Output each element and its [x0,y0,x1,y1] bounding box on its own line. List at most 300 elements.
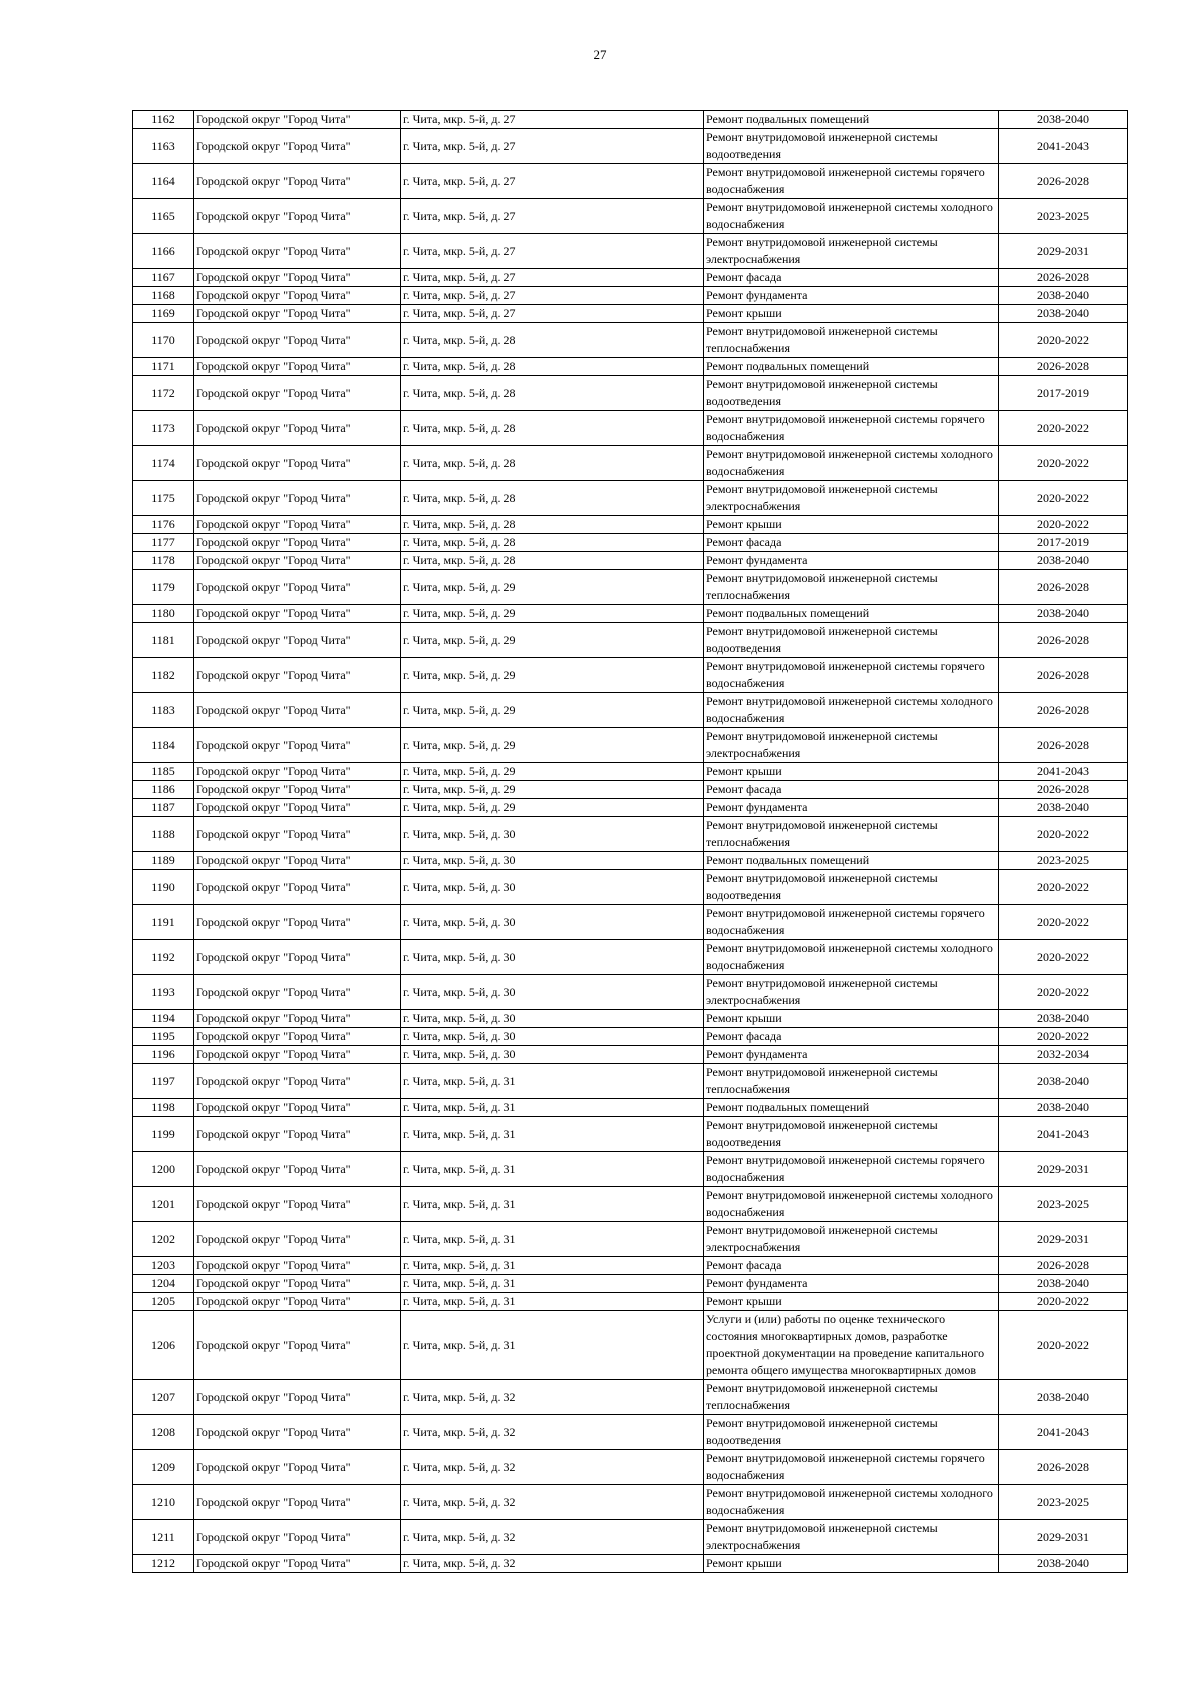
row-number-cell: 1198 [133,1099,194,1117]
municipality-cell: Городской округ "Город Чита" [194,763,401,781]
period-cell: 2041-2043 [999,129,1128,164]
row-number-cell: 1185 [133,763,194,781]
row-number-cell: 1210 [133,1485,194,1520]
row-number-cell: 1191 [133,905,194,940]
period-cell: 2038-2040 [999,552,1128,570]
work-type-cell: Ремонт внутридомовой инженерной системы горячего водоснабжения [704,905,999,940]
municipality-cell: Городской округ "Город Чита" [194,1257,401,1275]
municipality-cell: Городской округ "Город Чита" [194,111,401,129]
period-cell: 2041-2043 [999,1117,1128,1152]
work-type-cell: Ремонт фундамента [704,287,999,305]
work-type-cell: Ремонт крыши [704,305,999,323]
municipality-cell: Городской округ "Город Чита" [194,1450,401,1485]
period-cell: 2020-2022 [999,975,1128,1010]
work-type-cell: Ремонт внутридомовой инженерной системы горячего водоснабжения [704,164,999,199]
municipality-cell: Городской округ "Город Чита" [194,199,401,234]
municipality-cell: Городской округ "Город Чита" [194,728,401,763]
row-number-cell: 1164 [133,164,194,199]
table-row [133,1520,1128,1555]
address-cell: г. Чита, мкр. 5-й, д. 27 [401,111,704,129]
municipality-cell: Городской округ "Город Чита" [194,1187,401,1222]
table-row [133,1380,1128,1415]
address-cell: г. Чита, мкр. 5-й, д. 29 [401,658,704,693]
period-cell: 2026-2028 [999,570,1128,605]
period-cell: 2038-2040 [999,1099,1128,1117]
table-row [133,1293,1128,1311]
table-row [133,1257,1128,1275]
table-row [133,164,1128,199]
period-cell: 2041-2043 [999,1415,1128,1450]
period-cell: 2020-2022 [999,323,1128,358]
row-number-cell: 1206 [133,1311,194,1380]
table-row [133,799,1128,817]
table-row [133,852,1128,870]
row-number-cell: 1186 [133,781,194,799]
municipality-cell: Городской округ "Город Чита" [194,305,401,323]
row-number-cell: 1188 [133,817,194,852]
address-cell: г. Чита, мкр. 5-й, д. 29 [401,570,704,605]
address-cell: г. Чита, мкр. 5-й, д. 31 [401,1293,704,1311]
page-number: 27 [593,47,607,62]
municipality-cell: Городской округ "Город Чита" [194,1010,401,1028]
address-cell: г. Чита, мкр. 5-й, д. 31 [401,1311,704,1380]
work-type-cell: Ремонт внутридомовой инженерной системы теплоснабжения [704,570,999,605]
work-type-cell: Ремонт крыши [704,1293,999,1311]
row-number-cell: 1175 [133,481,194,516]
address-cell: г. Чита, мкр. 5-й, д. 29 [401,728,704,763]
address-cell: г. Чита, мкр. 5-й, д. 31 [401,1275,704,1293]
municipality-cell: Городской округ "Город Чита" [194,1028,401,1046]
work-type-cell: Ремонт фундамента [704,552,999,570]
address-cell: г. Чита, мкр. 5-й, д. 30 [401,940,704,975]
work-type-cell: Ремонт крыши [704,763,999,781]
row-number-cell: 1181 [133,623,194,658]
municipality-cell: Городской округ "Город Чита" [194,940,401,975]
work-type-cell: Ремонт внутридомовой инженерной системы горячего водоснабжения [704,1152,999,1187]
work-type-cell: Ремонт внутридомовой инженерной системы холодного водоснабжения [704,693,999,728]
row-number-cell: 1199 [133,1117,194,1152]
table-row [133,446,1128,481]
period-cell: 2026-2028 [999,658,1128,693]
work-type-cell: Ремонт внутридомовой инженерной системы электроснабжения [704,481,999,516]
period-cell: 2029-2031 [999,1520,1128,1555]
table-row [133,940,1128,975]
address-cell: г. Чита, мкр. 5-й, д. 28 [401,376,704,411]
address-cell: г. Чита, мкр. 5-й, д. 30 [401,817,704,852]
work-type-cell: Ремонт фасада [704,269,999,287]
row-number-cell: 1209 [133,1450,194,1485]
work-type-cell: Ремонт фасада [704,1028,999,1046]
municipality-cell: Городской округ "Город Чита" [194,1485,401,1520]
period-cell: 2038-2040 [999,799,1128,817]
work-type-cell: Ремонт фасада [704,534,999,552]
work-type-cell: Ремонт внутридомовой инженерной системы холодного водоснабжения [704,940,999,975]
table-row [133,269,1128,287]
municipality-cell: Городской округ "Город Чита" [194,1046,401,1064]
repair-schedule-table [132,110,1128,1573]
address-cell: г. Чита, мкр. 5-й, д. 29 [401,693,704,728]
address-cell: г. Чита, мкр. 5-й, д. 30 [401,1046,704,1064]
municipality-cell: Городской округ "Город Чита" [194,570,401,605]
work-type-cell: Ремонт подвальных помещений [704,1099,999,1117]
address-cell: г. Чита, мкр. 5-й, д. 28 [401,481,704,516]
address-cell: г. Чита, мкр. 5-й, д. 30 [401,1028,704,1046]
address-cell: г. Чита, мкр. 5-й, д. 28 [401,358,704,376]
period-cell: 2020-2022 [999,516,1128,534]
row-number-cell: 1194 [133,1010,194,1028]
address-cell: г. Чита, мкр. 5-й, д. 28 [401,534,704,552]
table-row [133,411,1128,446]
table-row [133,199,1128,234]
address-cell: г. Чита, мкр. 5-й, д. 27 [401,287,704,305]
period-cell: 2023-2025 [999,1187,1128,1222]
address-cell: г. Чита, мкр. 5-й, д. 29 [401,605,704,623]
table-row [133,534,1128,552]
table-row [133,693,1128,728]
table-row [133,605,1128,623]
row-number-cell: 1173 [133,411,194,446]
period-cell: 2020-2022 [999,817,1128,852]
work-type-cell: Ремонт внутридомовой инженерной системы электроснабжения [704,1520,999,1555]
table-row [133,376,1128,411]
work-type-cell: Ремонт подвальных помещений [704,358,999,376]
row-number-cell: 1174 [133,446,194,481]
work-type-cell: Ремонт внутридомовой инженерной системы электроснабжения [704,975,999,1010]
period-cell: 2038-2040 [999,1010,1128,1028]
period-cell: 2026-2028 [999,781,1128,799]
table-row [133,1311,1128,1380]
municipality-cell: Городской округ "Город Чита" [194,852,401,870]
municipality-cell: Городской округ "Город Чита" [194,234,401,269]
period-cell: 2026-2028 [999,693,1128,728]
period-cell: 2017-2019 [999,376,1128,411]
municipality-cell: Городской округ "Город Чита" [194,481,401,516]
period-cell: 2038-2040 [999,1275,1128,1293]
municipality-cell: Городской округ "Город Чита" [194,323,401,358]
work-type-cell: Ремонт фундамента [704,1046,999,1064]
work-type-cell: Ремонт внутридомовой инженерной системы теплоснабжения [704,817,999,852]
municipality-cell: Городской округ "Город Чита" [194,1555,401,1573]
table-row [133,1046,1128,1064]
period-cell: 2038-2040 [999,1380,1128,1415]
row-number-cell: 1177 [133,534,194,552]
table-row [133,323,1128,358]
municipality-cell: Городской округ "Город Чита" [194,1099,401,1117]
address-cell: г. Чита, мкр. 5-й, д. 28 [401,446,704,481]
period-cell: 2023-2025 [999,852,1128,870]
row-number-cell: 1170 [133,323,194,358]
address-cell: г. Чита, мкр. 5-й, д. 31 [401,1222,704,1257]
table-row [133,516,1128,534]
address-cell: г. Чита, мкр. 5-й, д. 28 [401,516,704,534]
row-number-cell: 1197 [133,1064,194,1099]
municipality-cell: Городской округ "Город Чита" [194,623,401,658]
work-type-cell: Ремонт внутридомовой инженерной системы горячего водоснабжения [704,658,999,693]
municipality-cell: Городской округ "Город Чита" [194,605,401,623]
table-body [133,111,1128,1573]
table-row [133,1222,1128,1257]
row-number-cell: 1165 [133,199,194,234]
address-cell: г. Чита, мкр. 5-й, д. 29 [401,781,704,799]
table-row [133,1450,1128,1485]
municipality-cell: Городской округ "Город Чита" [194,411,401,446]
address-cell: г. Чита, мкр. 5-й, д. 27 [401,164,704,199]
period-cell: 2020-2022 [999,905,1128,940]
period-cell: 2038-2040 [999,111,1128,129]
period-cell: 2023-2025 [999,199,1128,234]
work-type-cell: Ремонт крыши [704,1010,999,1028]
address-cell: г. Чита, мкр. 5-й, д. 28 [401,411,704,446]
period-cell: 2038-2040 [999,287,1128,305]
address-cell: г. Чита, мкр. 5-й, д. 32 [401,1450,704,1485]
municipality-cell: Городской округ "Город Чита" [194,1293,401,1311]
work-type-cell: Ремонт подвальных помещений [704,605,999,623]
address-cell: г. Чита, мкр. 5-й, д. 29 [401,623,704,658]
municipality-cell: Городской округ "Город Чита" [194,269,401,287]
period-cell: 2026-2028 [999,358,1128,376]
table-row [133,111,1128,129]
address-cell: г. Чита, мкр. 5-й, д. 27 [401,305,704,323]
row-number-cell: 1205 [133,1293,194,1311]
table-row [133,905,1128,940]
work-type-cell: Ремонт внутридомовой инженерной системы горячего водоснабжения [704,411,999,446]
period-cell: 2029-2031 [999,234,1128,269]
row-number-cell: 1183 [133,693,194,728]
table-row [133,552,1128,570]
address-cell: г. Чита, мкр. 5-й, д. 31 [401,1152,704,1187]
period-cell: 2026-2028 [999,1450,1128,1485]
address-cell: г. Чита, мкр. 5-й, д. 29 [401,799,704,817]
municipality-cell: Городской округ "Город Чита" [194,1275,401,1293]
table-row [133,658,1128,693]
work-type-cell: Ремонт фундамента [704,799,999,817]
table-row [133,481,1128,516]
row-number-cell: 1195 [133,1028,194,1046]
address-cell: г. Чита, мкр. 5-й, д. 27 [401,234,704,269]
period-cell: 2029-2031 [999,1152,1128,1187]
row-number-cell: 1207 [133,1380,194,1415]
address-cell: г. Чита, мкр. 5-й, д. 30 [401,975,704,1010]
municipality-cell: Городской округ "Город Чита" [194,1520,401,1555]
table-row [133,975,1128,1010]
work-type-cell: Ремонт крыши [704,1555,999,1573]
municipality-cell: Городской округ "Город Чита" [194,1064,401,1099]
municipality-cell: Городской округ "Город Чита" [194,552,401,570]
period-cell: 2026-2028 [999,1257,1128,1275]
municipality-cell: Городской округ "Город Чита" [194,164,401,199]
address-cell: г. Чита, мкр. 5-й, д. 31 [401,1064,704,1099]
address-cell: г. Чита, мкр. 5-й, д. 31 [401,1099,704,1117]
work-type-cell: Услуги и (или) работы по оценке технического состояния многоквартирных домов, разработке проектной документации на проведение капитального ремонта общего имущества многоквартирных домов [704,1311,999,1380]
row-number-cell: 1169 [133,305,194,323]
address-cell: г. Чита, мкр. 5-й, д. 28 [401,323,704,358]
work-type-cell: Ремонт внутридомовой инженерной системы водоотведения [704,129,999,164]
table-row [133,1415,1128,1450]
work-type-cell: Ремонт внутридомовой инженерной системы водоотведения [704,1415,999,1450]
address-cell: г. Чита, мкр. 5-й, д. 31 [401,1187,704,1222]
municipality-cell: Городской округ "Город Чита" [194,287,401,305]
municipality-cell: Городской округ "Город Чита" [194,905,401,940]
table-row [133,305,1128,323]
address-cell: г. Чита, мкр. 5-й, д. 31 [401,1117,704,1152]
municipality-cell: Городской округ "Город Чита" [194,1311,401,1380]
municipality-cell: Городской округ "Город Чита" [194,446,401,481]
period-cell: 2026-2028 [999,623,1128,658]
table-row [133,1028,1128,1046]
work-type-cell: Ремонт подвальных помещений [704,111,999,129]
address-cell: г. Чита, мкр. 5-й, д. 31 [401,1257,704,1275]
table-row [133,728,1128,763]
row-number-cell: 1208 [133,1415,194,1450]
period-cell: 2020-2022 [999,940,1128,975]
row-number-cell: 1189 [133,852,194,870]
row-number-cell: 1176 [133,516,194,534]
municipality-cell: Городской округ "Город Чита" [194,1415,401,1450]
period-cell: 2026-2028 [999,269,1128,287]
row-number-cell: 1203 [133,1257,194,1275]
period-cell: 2017-2019 [999,534,1128,552]
address-cell: г. Чита, мкр. 5-й, д. 27 [401,129,704,164]
address-cell: г. Чита, мкр. 5-й, д. 32 [401,1520,704,1555]
work-type-cell: Ремонт фасада [704,1257,999,1275]
row-number-cell: 1167 [133,269,194,287]
table-row [133,358,1128,376]
period-cell: 2023-2025 [999,1485,1128,1520]
municipality-cell: Городской округ "Город Чита" [194,129,401,164]
period-cell: 2029-2031 [999,1222,1128,1257]
row-number-cell: 1184 [133,728,194,763]
work-type-cell: Ремонт крыши [704,516,999,534]
address-cell: г. Чита, мкр. 5-й, д. 27 [401,199,704,234]
address-cell: г. Чита, мкр. 5-й, д. 30 [401,870,704,905]
work-type-cell: Ремонт внутридомовой инженерной системы холодного водоснабжения [704,1485,999,1520]
period-cell: 2038-2040 [999,305,1128,323]
municipality-cell: Городской округ "Город Чита" [194,781,401,799]
work-type-cell: Ремонт внутридомовой инженерной системы электроснабжения [704,1222,999,1257]
table-row [133,1099,1128,1117]
period-cell: 2020-2022 [999,411,1128,446]
row-number-cell: 1212 [133,1555,194,1573]
period-cell: 2020-2022 [999,1293,1128,1311]
row-number-cell: 1166 [133,234,194,269]
row-number-cell: 1163 [133,129,194,164]
row-number-cell: 1180 [133,605,194,623]
municipality-cell: Городской округ "Город Чита" [194,693,401,728]
row-number-cell: 1193 [133,975,194,1010]
work-type-cell: Ремонт внутридомовой инженерной системы электроснабжения [704,728,999,763]
table-row [133,1117,1128,1152]
row-number-cell: 1190 [133,870,194,905]
municipality-cell: Городской округ "Город Чита" [194,534,401,552]
period-cell: 2020-2022 [999,481,1128,516]
work-type-cell: Ремонт внутридомовой инженерной системы холодного водоснабжения [704,199,999,234]
period-cell: 2026-2028 [999,164,1128,199]
row-number-cell: 1187 [133,799,194,817]
municipality-cell: Городской округ "Город Чита" [194,376,401,411]
row-number-cell: 1168 [133,287,194,305]
table-row [133,1485,1128,1520]
work-type-cell: Ремонт внутридомовой инженерной системы холодного водоснабжения [704,1187,999,1222]
row-number-cell: 1196 [133,1046,194,1064]
work-type-cell: Ремонт фундамента [704,1275,999,1293]
period-cell: 2038-2040 [999,1555,1128,1573]
row-number-cell: 1202 [133,1222,194,1257]
row-number-cell: 1204 [133,1275,194,1293]
period-cell: 2038-2040 [999,605,1128,623]
work-type-cell: Ремонт внутридомовой инженерной системы горячего водоснабжения [704,1450,999,1485]
address-cell: г. Чита, мкр. 5-й, д. 32 [401,1415,704,1450]
table-row [133,234,1128,269]
work-type-cell: Ремонт внутридомовой инженерной системы водоотведения [704,870,999,905]
work-type-cell: Ремонт внутридомовой инженерной системы электроснабжения [704,234,999,269]
table-row [133,1152,1128,1187]
address-cell: г. Чита, мкр. 5-й, д. 32 [401,1380,704,1415]
row-number-cell: 1162 [133,111,194,129]
row-number-cell: 1201 [133,1187,194,1222]
row-number-cell: 1172 [133,376,194,411]
period-cell: 2026-2028 [999,728,1128,763]
row-number-cell: 1182 [133,658,194,693]
row-number-cell: 1200 [133,1152,194,1187]
table-row [133,129,1128,164]
period-cell: 2020-2022 [999,446,1128,481]
work-type-cell: Ремонт подвальных помещений [704,852,999,870]
municipality-cell: Городской округ "Город Чита" [194,817,401,852]
work-type-cell: Ремонт внутридомовой инженерной системы теплоснабжения [704,1064,999,1099]
work-type-cell: Ремонт внутридомовой инженерной системы водоотведения [704,623,999,658]
period-cell: 2020-2022 [999,1311,1128,1380]
address-cell: г. Чита, мкр. 5-й, д. 28 [401,552,704,570]
municipality-cell: Городской округ "Город Чита" [194,975,401,1010]
municipality-cell: Городской округ "Город Чита" [194,1380,401,1415]
address-cell: г. Чита, мкр. 5-й, д. 27 [401,269,704,287]
municipality-cell: Городской округ "Город Чита" [194,516,401,534]
table-row [133,1010,1128,1028]
work-type-cell: Ремонт фасада [704,781,999,799]
table-row [133,763,1128,781]
municipality-cell: Городской округ "Город Чита" [194,358,401,376]
work-type-cell: Ремонт внутридомовой инженерной системы водоотведения [704,1117,999,1152]
period-cell: 2020-2022 [999,1028,1128,1046]
table-row [133,870,1128,905]
work-type-cell: Ремонт внутридомовой инженерной системы холодного водоснабжения [704,446,999,481]
table-row [133,623,1128,658]
period-cell: 2032-2034 [999,1046,1128,1064]
municipality-cell: Городской округ "Город Чита" [194,658,401,693]
work-type-cell: Ремонт внутридомовой инженерной системы теплоснабжения [704,323,999,358]
table-row [133,1064,1128,1099]
row-number-cell: 1211 [133,1520,194,1555]
period-cell: 2020-2022 [999,870,1128,905]
row-number-cell: 1192 [133,940,194,975]
work-type-cell: Ремонт внутридомовой инженерной системы водоотведения [704,376,999,411]
address-cell: г. Чита, мкр. 5-й, д. 29 [401,763,704,781]
table-row [133,1187,1128,1222]
period-cell: 2041-2043 [999,763,1128,781]
table-row [133,1555,1128,1573]
address-cell: г. Чита, мкр. 5-й, д. 30 [401,852,704,870]
municipality-cell: Городской округ "Город Чита" [194,870,401,905]
municipality-cell: Городской округ "Город Чита" [194,1117,401,1152]
row-number-cell: 1179 [133,570,194,605]
table-row [133,570,1128,605]
row-number-cell: 1178 [133,552,194,570]
table-row [133,817,1128,852]
address-cell: г. Чита, мкр. 5-й, д. 30 [401,905,704,940]
municipality-cell: Городской округ "Город Чита" [194,1152,401,1187]
address-cell: г. Чита, мкр. 5-й, д. 32 [401,1555,704,1573]
row-number-cell: 1171 [133,358,194,376]
